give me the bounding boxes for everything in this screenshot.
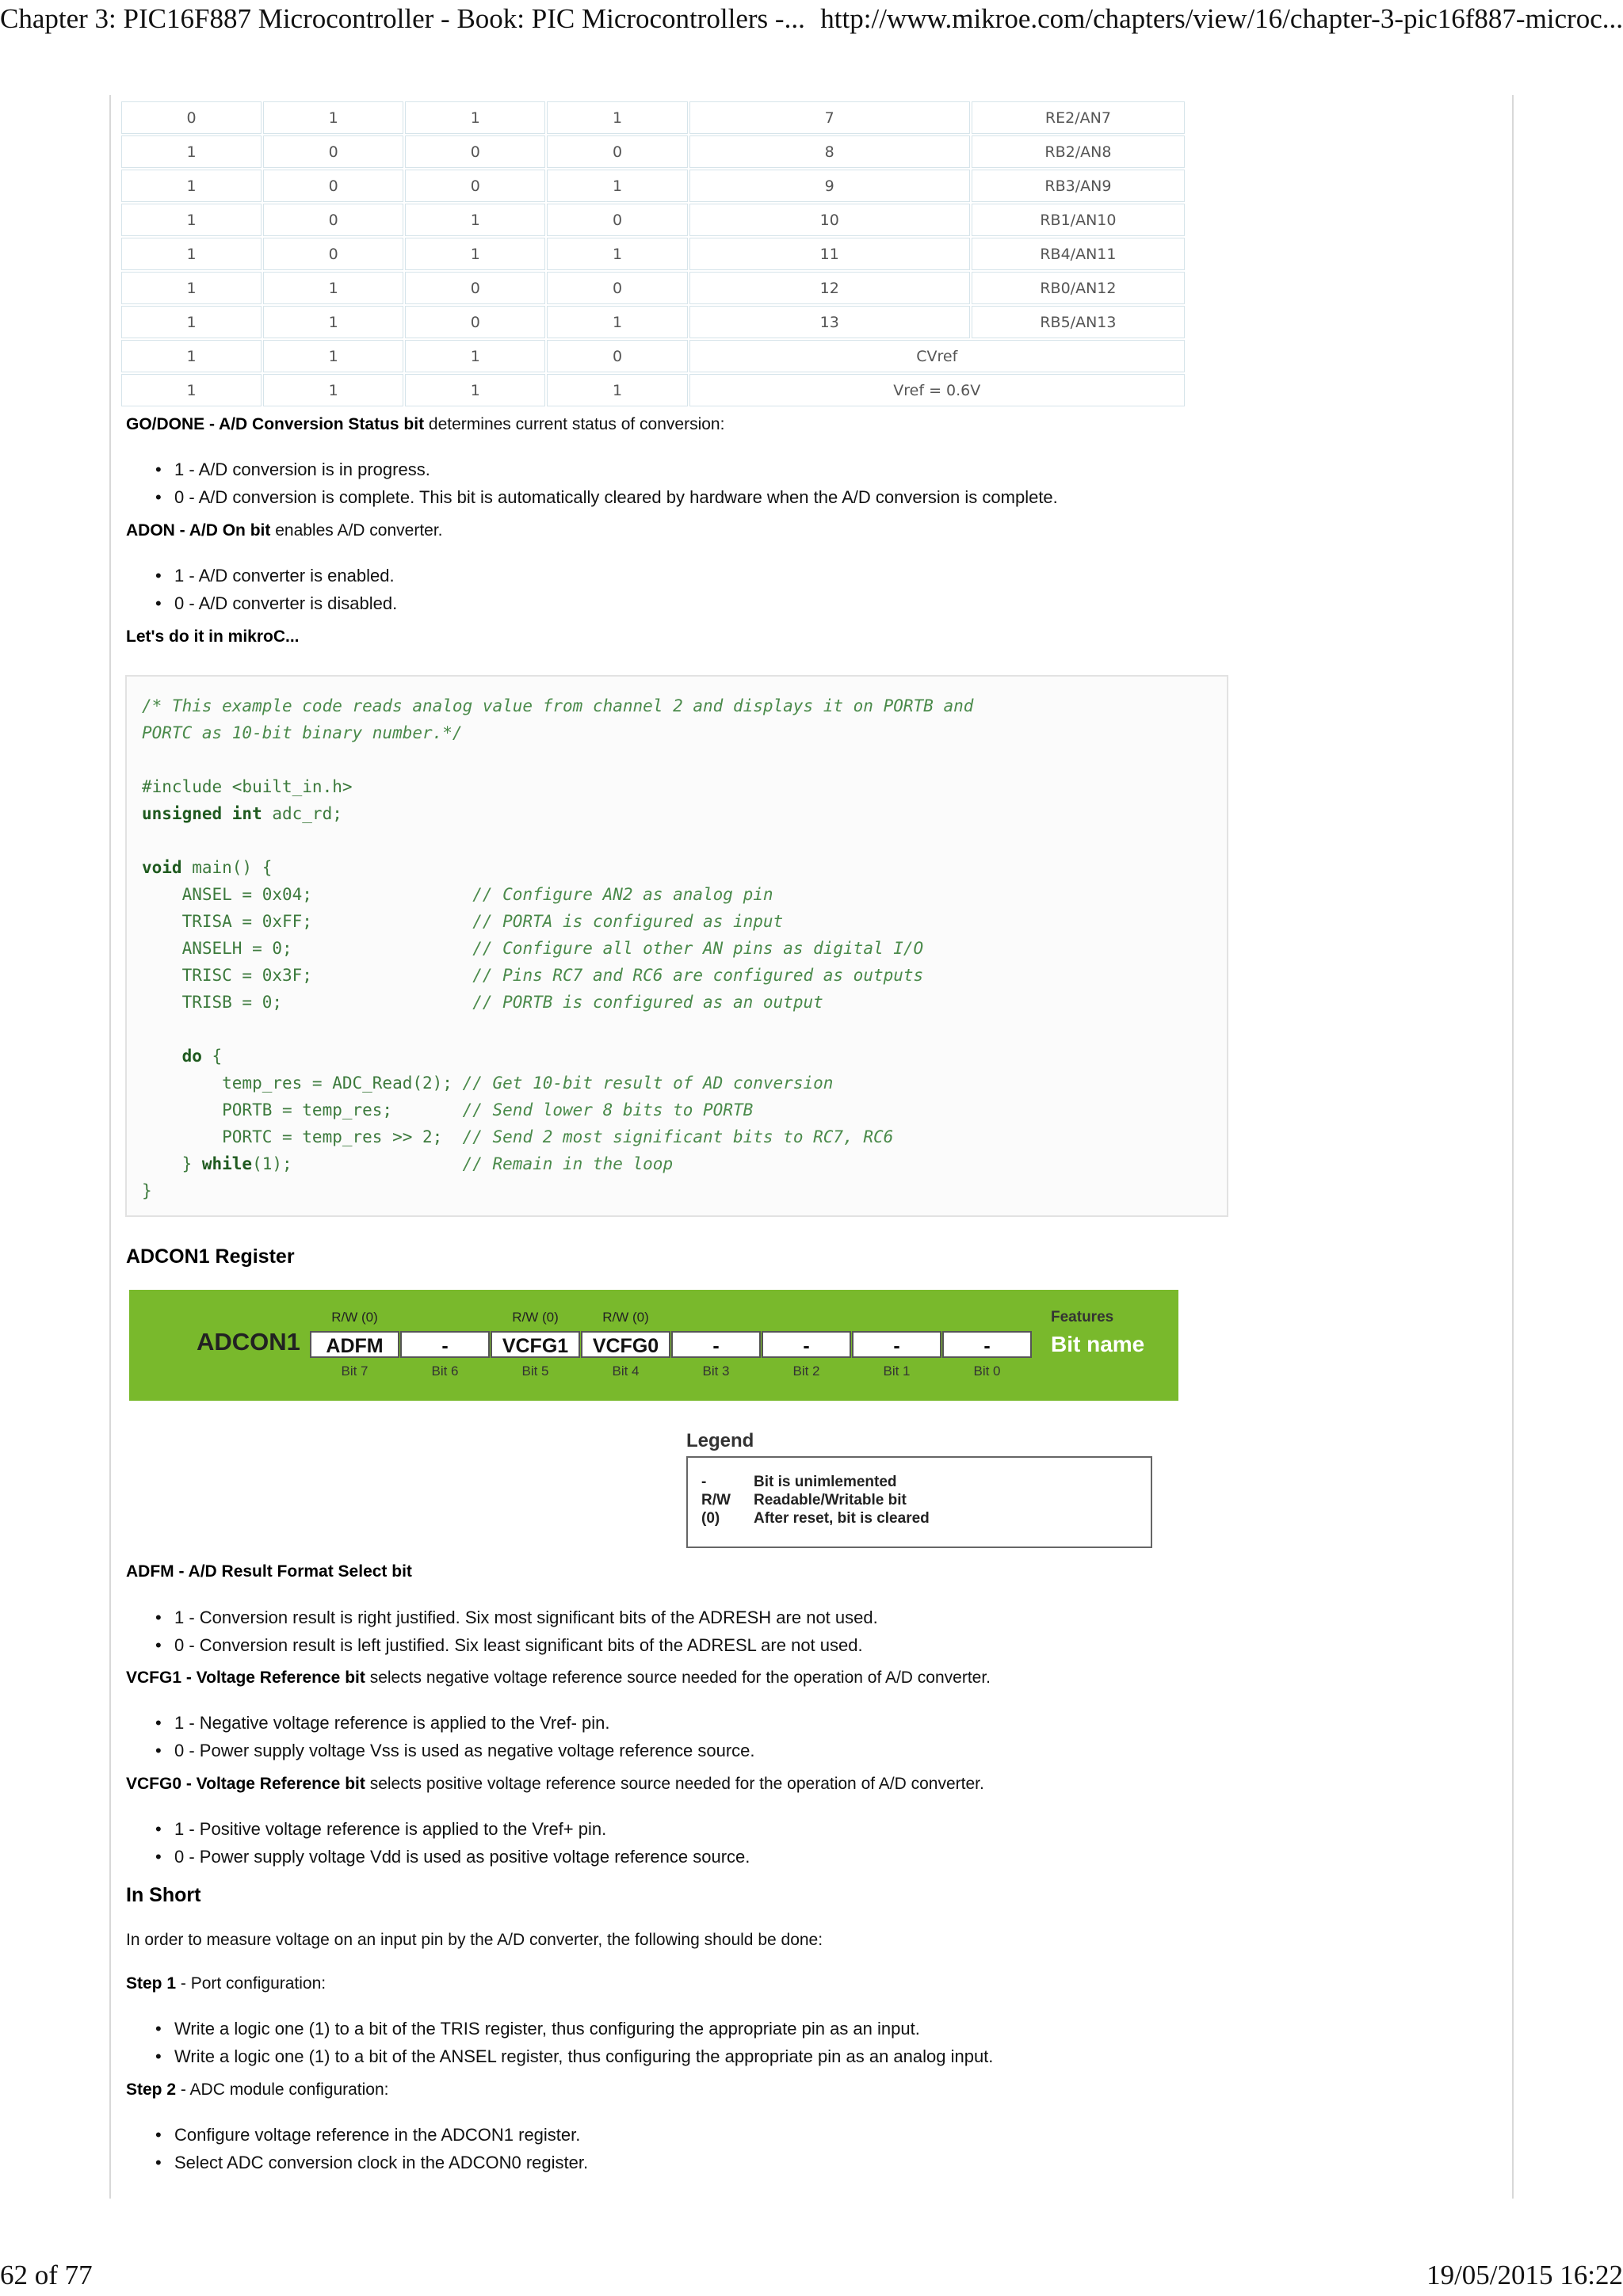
table-cell: 1 [547, 374, 687, 406]
register-rw-label: R/W (0) [331, 1310, 378, 1325]
code-comment: // Send 2 most significant bits to RC7, RC6 [462, 1127, 894, 1146]
code-line: PORTC = temp_res >> 2; [142, 1127, 443, 1146]
code-line: adc_rd; [262, 804, 342, 823]
table-row [121, 374, 1185, 406]
go-done-list [155, 456, 1058, 511]
list-item: • 0 - Conversion result is left justified. Six least significant bits of the ADRESL are not used. [155, 1631, 878, 1659]
vcfg1-label: VCFG1 - Voltage Reference bit [126, 1669, 365, 1687]
list-item: • 0 - A/D converter is disabled. [155, 589, 397, 617]
register-bit-cell: - [942, 1331, 1032, 1358]
table-cell: 0 [547, 135, 687, 168]
register-bit-index: Bit 6 [431, 1363, 459, 1379]
register-bit-index: Bit 0 [973, 1363, 1001, 1379]
table-cell: 0 [121, 101, 262, 134]
register-bit-cell: - [852, 1331, 941, 1358]
table-row [121, 135, 1185, 168]
code-line: TRISC = 0x3F; [142, 966, 312, 985]
table-cell: RB3/AN9 [972, 170, 1185, 202]
table-cell: 0 [547, 340, 687, 372]
go-done-description [126, 415, 724, 434]
vcfg0-label: VCFG0 - Voltage Reference bit [126, 1775, 365, 1793]
list-item: • 1 - Conversion result is right justified. Six most significant bits of the ADRESH are not used. [155, 1604, 878, 1631]
table-cell: Vref = 0.6V [689, 374, 1185, 406]
code-line: main() { [181, 858, 273, 877]
legend-text: Readable/Writable bit [754, 1492, 907, 1508]
table-cell: 1 [405, 238, 545, 270]
list-item: • 0 - A/D conversion is complete. This bit is automatically cleared by hardware when the A/D conversion is complete. [155, 483, 1058, 511]
step1-text: - Port configuration: [176, 1974, 327, 1993]
list-item: • 0 - Power supply voltage Vss is used as negative voltage reference source. [155, 1737, 755, 1764]
print-footer [0, 2256, 1623, 2296]
code-keyword: unsigned int [142, 804, 262, 823]
register-bit-index: Bit 1 [883, 1363, 911, 1379]
page-number: 62 of 77 [0, 2260, 93, 2290]
vcfg1-text: selects negative voltage reference source needed for the operation of A/D converter. [365, 1669, 991, 1687]
table-cell: 1 [547, 170, 687, 202]
in-short-heading: In Short [126, 1884, 201, 1906]
table-row [121, 272, 1185, 304]
list-item: • 1 - A/D converter is enabled. [155, 562, 397, 589]
legend-row [701, 1492, 907, 1509]
legend-row [701, 1474, 897, 1491]
legend-symbol: (0) [701, 1510, 720, 1527]
code-line: ANSEL = 0x04; [142, 885, 312, 904]
table-cell: 0 [263, 204, 403, 236]
table-cell: 1 [121, 135, 262, 168]
code-line: { [201, 1047, 223, 1066]
table-cell: 9 [689, 170, 970, 202]
legend-text: After reset, bit is cleared [754, 1510, 930, 1527]
code-comment: // Pins RC7 and RC6 are configured as outputs [472, 966, 924, 985]
table-cell: 1 [405, 374, 545, 406]
step2-text: - ADC module configuration: [176, 2081, 389, 2099]
table-cell: 1 [121, 340, 262, 372]
register-bit-index: Bit 5 [521, 1363, 549, 1379]
code-comment: // Send lower 8 bits to PORTB [462, 1100, 754, 1119]
table-cell: RE2/AN7 [972, 101, 1185, 134]
list-item: • 1 - Positive voltage reference is applied to the Vref+ pin. [155, 1815, 750, 1843]
code-comment: // PORTA is configured as input [472, 912, 784, 931]
table-cell: 1 [263, 306, 403, 338]
table-cell: 0 [547, 204, 687, 236]
legend-row [701, 1510, 930, 1527]
list-item: • Write a logic one (1) to a bit of the TRIS register, thus configuring the appropriate pin as an input. [155, 2015, 993, 2042]
print-datetime: 19/05/2015 16:22 [1426, 2260, 1623, 2290]
table-cell: 1 [547, 101, 687, 134]
code-line: temp_res = ADC_Read(2); [142, 1074, 453, 1093]
adfm-list [155, 1604, 878, 1659]
code-comment: // Get 10-bit result of AD conversion [462, 1074, 834, 1093]
register-bit-cell: - [400, 1331, 490, 1358]
vcfg0-list [155, 1815, 750, 1871]
register-bit-cell: - [671, 1331, 761, 1358]
mikroc-heading-text: Let's do it in mikroC... [126, 627, 300, 646]
register-bitname-label: Bit name [1051, 1332, 1145, 1356]
table-row [121, 340, 1185, 372]
code-line: (1); [252, 1154, 292, 1173]
code-keyword: do [181, 1047, 202, 1066]
code-comment: // PORTB is configured as an output [472, 993, 823, 1012]
code-example [125, 675, 1228, 1217]
table-cell: 1 [121, 272, 262, 304]
table-cell: 1 [121, 170, 262, 202]
code-keyword: while [201, 1154, 253, 1173]
table-cell: 8 [689, 135, 970, 168]
register-bit-cell: - [762, 1331, 851, 1358]
register-rw-label: R/W (0) [602, 1310, 649, 1325]
code-line: PORTB = temp_res; [142, 1100, 393, 1119]
table-cell: RB0/AN12 [972, 272, 1185, 304]
table-cell: 1 [547, 238, 687, 270]
register-bit-index: Bit 3 [702, 1363, 730, 1379]
in-short-intro: In order to measure voltage on an input pin by the A/D converter, the following should be done: [126, 1931, 823, 1949]
legend-text: Bit is unimlemented [754, 1474, 897, 1490]
list-item: • Select ADC conversion clock in the ADCON0 register. [155, 2149, 588, 2176]
table-cell: 1 [121, 374, 262, 406]
register-bit-cell: VCFG0 [581, 1331, 670, 1358]
register-name: ADCON1 [197, 1328, 300, 1356]
table-cell: 1 [405, 204, 545, 236]
table-cell: 11 [689, 238, 970, 270]
table-cell: 0 [405, 272, 545, 304]
vcfg0-text: selects positive voltage reference source needed for the operation of A/D converter. [365, 1775, 984, 1793]
legend-symbol: - [701, 1474, 707, 1490]
table-cell: 10 [689, 204, 970, 236]
table-row [121, 204, 1185, 236]
adfm-label: ADFM - A/D Result Format Select bit [126, 1562, 412, 1581]
table-cell: 1 [263, 272, 403, 304]
register-features-label: Features [1051, 1309, 1114, 1325]
register-bit-cell: VCFG1 [491, 1331, 580, 1358]
table-cell: 1 [263, 101, 403, 134]
adcon1-heading: ADCON1 Register [126, 1245, 295, 1268]
go-done-text: determines current status of conversion: [424, 415, 725, 433]
table-cell: 1 [547, 306, 687, 338]
table-cell: 0 [263, 170, 403, 202]
register-bit-index: Bit 7 [341, 1363, 369, 1379]
code-line: } [142, 1154, 202, 1173]
table-row [121, 238, 1185, 270]
code-line: #include <built_in.h> [142, 777, 353, 796]
table-cell: 0 [263, 135, 403, 168]
code-comment: /* This example code reads analog value from channel 2 and displays it on PORTB and [142, 696, 974, 715]
table-cell: 1 [121, 204, 262, 236]
adon-list [155, 562, 397, 617]
table-cell: 0 [547, 272, 687, 304]
adfm-description [126, 1562, 412, 1581]
code-comment: // Configure AN2 as analog pin [472, 885, 773, 904]
table-cell: 13 [689, 306, 970, 338]
vcfg1-description [126, 1669, 991, 1688]
table-cell: 1 [121, 238, 262, 270]
go-done-label: GO/DONE - A/D Conversion Status bit [126, 415, 425, 433]
step2-label: Step 2 [126, 2081, 177, 2099]
step1-label: Step 1 [126, 1974, 177, 1993]
table-row [121, 170, 1185, 202]
print-header-title: Chapter 3: PIC16F887 Microcontroller - Book: PIC Microcontrollers -... [0, 3, 805, 34]
table-cell: 1 [263, 374, 403, 406]
register-bit-cell: ADFM [310, 1331, 399, 1358]
print-header-url: http://www.mikroe.com/chapters/view/16/chapter-3-pic16f887-microc... [820, 3, 1623, 34]
adon-text: enables A/D converter. [270, 521, 443, 540]
table-cell: 1 [405, 340, 545, 372]
list-item: • 0 - Power supply voltage Vdd is used as positive voltage reference source. [155, 1843, 750, 1871]
step2-list [155, 2121, 588, 2176]
table-cell: 0 [405, 135, 545, 168]
table-cell: CVref [689, 340, 1185, 372]
adon-label: ADON - A/D On bit [126, 521, 271, 540]
code-comment: // Configure all other AN pins as digital I/O [472, 939, 924, 958]
mikroc-heading [126, 627, 300, 646]
table-row [121, 101, 1185, 134]
code-line: ANSELH = 0; [142, 939, 292, 958]
code-comment: PORTC as 10-bit binary number.*/ [142, 723, 463, 742]
table-cell: 12 [689, 272, 970, 304]
list-item: • Write a logic one (1) to a bit of the ANSEL register, thus configuring the appropriate pin as an analog input. [155, 2042, 993, 2070]
table-cell: 1 [405, 101, 545, 134]
code-line: } [142, 1181, 152, 1200]
table-cell: 0 [405, 306, 545, 338]
register-bit-index: Bit 4 [612, 1363, 640, 1379]
adon-description [126, 521, 443, 540]
table-cell: RB2/AN8 [972, 135, 1185, 168]
register-rw-label: R/W (0) [512, 1310, 559, 1325]
code-block [142, 692, 973, 1204]
table-row [121, 306, 1185, 338]
table-cell: RB5/AN13 [972, 306, 1185, 338]
list-item: • 1 - A/D conversion is in progress. [155, 456, 1058, 483]
print-header [0, 0, 1623, 40]
register-bit-index: Bit 2 [792, 1363, 820, 1379]
table-cell: 1 [263, 340, 403, 372]
table-cell: 0 [405, 170, 545, 202]
table-cell: 0 [263, 238, 403, 270]
code-line: TRISA = 0xFF; [142, 912, 312, 931]
step2-description [126, 2081, 389, 2100]
vcfg0-description [126, 1775, 984, 1794]
legend-title: Legend [686, 1430, 754, 1451]
table-cell: RB4/AN11 [972, 238, 1185, 270]
table-cell: 1 [121, 306, 262, 338]
vcfg1-list [155, 1709, 755, 1764]
list-item: • Configure voltage reference in the ADCON1 register. [155, 2121, 588, 2149]
list-item: • 1 - Negative voltage reference is applied to the Vref- pin. [155, 1709, 755, 1737]
adcon1-register-diagram [129, 1290, 1178, 1401]
table-cell: 7 [689, 101, 970, 134]
step1-description [126, 1974, 326, 1993]
code-line: TRISB = 0; [142, 993, 283, 1012]
legend-symbol: R/W [701, 1492, 731, 1508]
step1-list [155, 2015, 993, 2070]
legend-box [686, 1456, 1152, 1548]
code-keyword: void [142, 858, 182, 877]
table-cell: RB1/AN10 [972, 204, 1185, 236]
code-comment: // Remain in the loop [462, 1154, 674, 1173]
channel-select-table [120, 100, 1186, 408]
